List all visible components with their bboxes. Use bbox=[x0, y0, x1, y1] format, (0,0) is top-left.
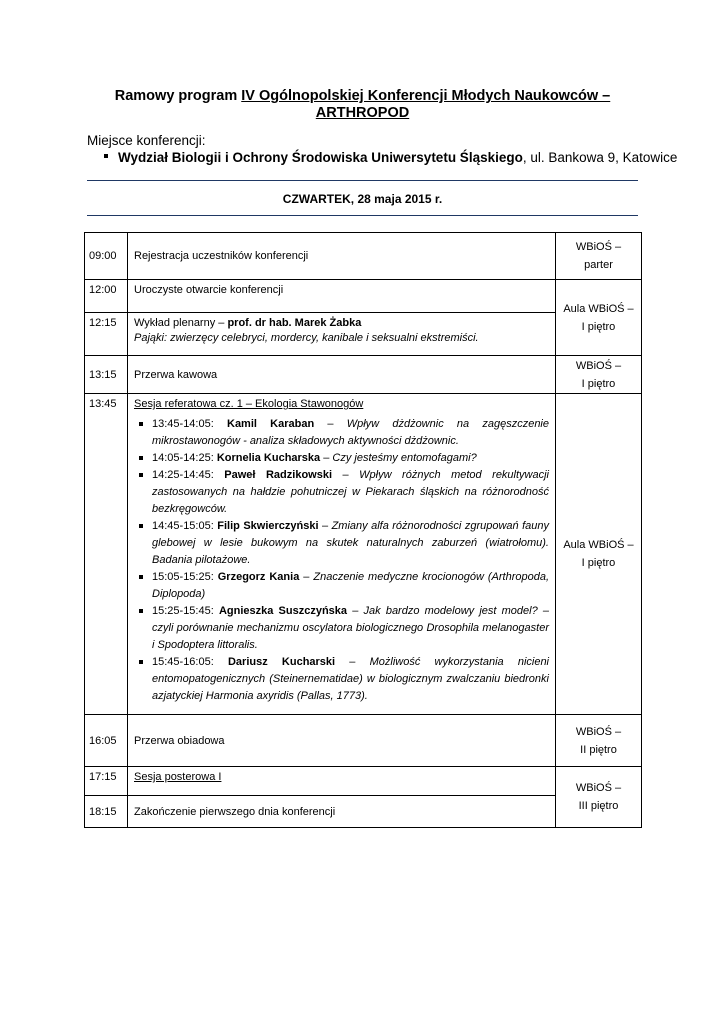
row-description: Sesja posterowa I bbox=[128, 767, 556, 796]
document-title bbox=[90, 88, 635, 122]
title-underlined: IV Ogólnopolskiej Konferencji Młodych Naukowców – bbox=[241, 88, 611, 104]
table-row bbox=[85, 233, 642, 280]
talk-list bbox=[134, 416, 549, 705]
row-time: 16:05 bbox=[85, 715, 128, 767]
row-place: Aula WBiOŚ – I piętro bbox=[556, 394, 642, 715]
table-row bbox=[85, 715, 642, 767]
list-item: 15:25-15:45: Agnieszka Suszczyńska – Jak bardzo modelowy jest model? – czyli porównanie mechanizmu oscylatora biologicznego Drosophila melanogaster i Spodoptera littoralis. bbox=[134, 603, 549, 654]
row-time: 12:15 bbox=[85, 313, 128, 356]
day-heading: CZWARTEK, 28 maja 2015 r. bbox=[282, 192, 443, 206]
title-prefix: Ramowy program bbox=[114, 88, 242, 104]
list-item: 14:05-14:25: Kornelia Kucharska – Czy jesteśmy entomofagami? bbox=[134, 450, 549, 467]
row-time: 09:00 bbox=[85, 233, 128, 280]
divider-bottom bbox=[87, 215, 638, 216]
table-row bbox=[85, 356, 642, 394]
row-description: Przerwa kawowa bbox=[128, 356, 556, 394]
venue-address: , ul. Bankowa 9, Katowice bbox=[522, 150, 678, 165]
row-place: Aula WBiOŚ – I piętro bbox=[556, 280, 642, 356]
row-place: WBiOŚ – II piętro bbox=[556, 715, 642, 767]
divider-top bbox=[87, 180, 638, 181]
schedule-table bbox=[84, 232, 642, 828]
row-time: 13:15 bbox=[85, 356, 128, 394]
table-row bbox=[85, 394, 642, 715]
row-description: Zakończenie pierwszego dnia konferencji bbox=[128, 796, 556, 828]
venue-label: Miejsce konferencji: bbox=[87, 133, 206, 148]
title-line2: ARTHROPOD bbox=[315, 105, 410, 121]
row-description: Rejestracja uczestników konferencji bbox=[128, 233, 556, 280]
venue-name: Wydział Biologii i Ochrony Środowiska Uniwersytetu Śląskiego bbox=[118, 150, 523, 165]
row-place: WBiOŚ – I piętro bbox=[556, 356, 642, 394]
row-description: Przerwa obiadowa bbox=[128, 715, 556, 767]
bullet-icon bbox=[104, 154, 108, 158]
session-title: Sesja referatowa cz. 1 – Ekologia Stawonogów bbox=[134, 398, 364, 410]
row-description: Wykład plenarny – prof. dr hab. Marek Żabka Pająki: zwierzęcy celebryci, mordercy, kanibale i seksualni ekstremiści. bbox=[128, 313, 556, 356]
row-time: 13:45 bbox=[85, 394, 128, 715]
row-time: 12:00 bbox=[85, 280, 128, 313]
table-row bbox=[85, 767, 642, 796]
plenary-speaker: prof. dr hab. Marek Żabka bbox=[227, 317, 362, 329]
list-item: 15:05-15:25: Grzegorz Kania – Znaczenie medyczne krocionogów (Arthropoda, Diplopoda) bbox=[134, 569, 549, 603]
row-description: Uroczyste otwarcie konferencji bbox=[128, 280, 556, 313]
list-item: 15:45-16:05: Dariusz Kucharski – Możliwość wykorzystania nicieni entomopatogenicznych (Steinernematidae) w biologicznym zwalczaniu biedronki azjatyckiej Harmonia axyridis (Pallas, 1773). bbox=[134, 654, 549, 705]
table-row bbox=[85, 280, 642, 313]
list-item: 13:45-14:05: Kamil Karaban – Wpływ dżdżownic na zagęszczenie mikrostawonogów - analiza składowych aktywności dżdżownic. bbox=[134, 416, 549, 450]
list-item: 14:25-14:45: Paweł Radzikowski – Wpływ różnych metod rekultywacji zastosowanych na hałdzie pohutniczej w Piekarach śląskich na różnorodność bezkręgowców. bbox=[134, 467, 549, 518]
row-place: WBiOŚ – III piętro bbox=[556, 767, 642, 828]
row-time: 17:15 bbox=[85, 767, 128, 796]
venue-line bbox=[104, 150, 677, 165]
row-place: WBiOŚ – parter bbox=[556, 233, 642, 280]
row-time: 18:15 bbox=[85, 796, 128, 828]
row-description bbox=[128, 394, 556, 715]
plenary-subtitle: Pająki: zwierzęcy celebryci, mordercy, kanibale i seksualni ekstremiści. bbox=[134, 332, 479, 344]
list-item: 14:45-15:05: Filip Skwierczyński – Zmiany alfa różnorodności zgrupowań fauny glebowej w lesie bukowym na skutek naturalnych zaburzeń (wiatrołomu). Badania pilotażowe. bbox=[134, 518, 549, 569]
